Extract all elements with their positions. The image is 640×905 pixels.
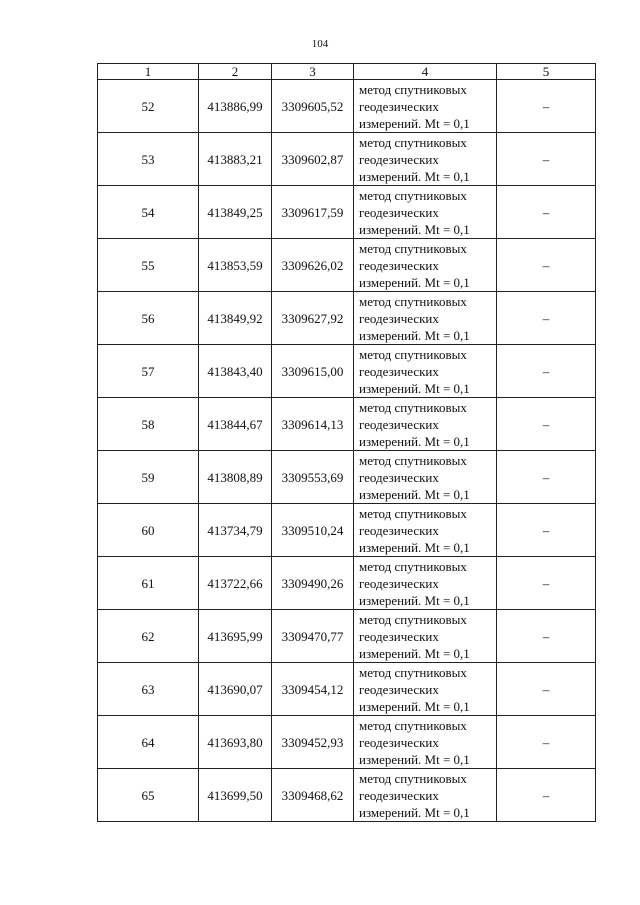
- method-line: геодезических: [359, 469, 439, 485]
- method-cell: [354, 769, 497, 822]
- method-line: метод спутниковых: [359, 452, 467, 468]
- y-coordinate-cell: 3309553,69: [272, 451, 354, 504]
- method-cell: [354, 610, 497, 663]
- x-coordinate-cell: 413699,50: [199, 769, 272, 822]
- method-line: метод спутниковых: [359, 770, 467, 786]
- method-line: метод спутниковых: [359, 134, 467, 150]
- method-cell: [354, 345, 497, 398]
- method-line: метод спутниковых: [359, 346, 467, 362]
- method-line: геодезических: [359, 363, 439, 379]
- y-coordinate-cell: 3309468,62: [272, 769, 354, 822]
- y-coordinate-cell: 3309510,24: [272, 504, 354, 557]
- note-cell: –: [497, 292, 596, 345]
- x-coordinate-cell: 413849,92: [199, 292, 272, 345]
- x-coordinate-cell: 413883,21: [199, 133, 272, 186]
- note-cell: –: [497, 239, 596, 292]
- method-line: геодезических: [359, 681, 439, 697]
- note-cell: –: [497, 663, 596, 716]
- method-line: измерений. Mt = 0,1: [359, 327, 470, 343]
- y-coordinate-cell: 3309626,02: [272, 239, 354, 292]
- method-line: измерений. Mt = 0,1: [359, 274, 470, 290]
- method-line: измерений. Mt = 0,1: [359, 486, 470, 502]
- x-coordinate-cell: 413808,89: [199, 451, 272, 504]
- method-line: геодезических: [359, 204, 439, 220]
- note-cell: –: [497, 345, 596, 398]
- method-line: измерений. Mt = 0,1: [359, 221, 470, 237]
- page-number: 104: [311, 38, 329, 50]
- method-cell: [354, 451, 497, 504]
- method-cell: [354, 186, 497, 239]
- x-coordinate-cell: 413693,80: [199, 716, 272, 769]
- point-number-cell: 58: [98, 398, 199, 451]
- method-line: геодезических: [359, 522, 439, 538]
- table-row: [98, 186, 596, 239]
- point-number-cell: 65: [98, 769, 199, 822]
- method-cell: [354, 239, 497, 292]
- x-coordinate-cell: 413886,99: [199, 80, 272, 133]
- table-row: [98, 716, 596, 769]
- method-line: измерений. Mt = 0,1: [359, 645, 470, 661]
- method-line: измерений. Mt = 0,1: [359, 751, 470, 767]
- note-cell: –: [497, 610, 596, 663]
- method-line: геодезических: [359, 575, 439, 591]
- y-coordinate-cell: 3309615,00: [272, 345, 354, 398]
- method-line: измерений. Mt = 0,1: [359, 539, 470, 555]
- point-number-cell: 63: [98, 663, 199, 716]
- y-coordinate-cell: 3309490,26: [272, 557, 354, 610]
- x-coordinate-cell: 413690,07: [199, 663, 272, 716]
- method-line: геодезических: [359, 416, 439, 432]
- method-line: измерений. Mt = 0,1: [359, 592, 470, 608]
- method-line: метод спутниковых: [359, 505, 467, 521]
- y-coordinate-cell: 3309614,13: [272, 398, 354, 451]
- table-row: [98, 663, 596, 716]
- point-number-cell: 60: [98, 504, 199, 557]
- y-coordinate-cell: 3309605,52: [272, 80, 354, 133]
- method-line: метод спутниковых: [359, 558, 467, 574]
- header-col-1: 1: [98, 64, 199, 80]
- y-coordinate-cell: 3309602,87: [272, 133, 354, 186]
- note-cell: –: [497, 451, 596, 504]
- x-coordinate-cell: 413722,66: [199, 557, 272, 610]
- y-coordinate-cell: 3309470,77: [272, 610, 354, 663]
- x-coordinate-cell: 413849,25: [199, 186, 272, 239]
- point-number-cell: 54: [98, 186, 199, 239]
- point-number-cell: 53: [98, 133, 199, 186]
- method-line: метод спутниковых: [359, 399, 467, 415]
- method-cell: [354, 292, 497, 345]
- note-cell: –: [497, 398, 596, 451]
- point-number-cell: 59: [98, 451, 199, 504]
- x-coordinate-cell: 413734,79: [199, 504, 272, 557]
- method-line: метод спутниковых: [359, 187, 467, 203]
- note-cell: –: [497, 557, 596, 610]
- method-line: метод спутниковых: [359, 664, 467, 680]
- method-line: геодезических: [359, 98, 439, 114]
- header-col-2: 2: [199, 64, 272, 80]
- method-cell: [354, 663, 497, 716]
- method-line: геодезических: [359, 151, 439, 167]
- method-line: измерений. Mt = 0,1: [359, 433, 470, 449]
- table-row: [98, 345, 596, 398]
- method-cell: [354, 557, 497, 610]
- method-line: измерений. Mt = 0,1: [359, 168, 470, 184]
- method-cell: [354, 398, 497, 451]
- table-row: [98, 239, 596, 292]
- point-number-cell: 64: [98, 716, 199, 769]
- y-coordinate-cell: 3309617,59: [272, 186, 354, 239]
- point-number-cell: 62: [98, 610, 199, 663]
- table-row: [98, 451, 596, 504]
- method-line: геодезических: [359, 310, 439, 326]
- point-number-cell: 52: [98, 80, 199, 133]
- method-line: метод спутниковых: [359, 293, 467, 309]
- y-coordinate-cell: 3309627,92: [272, 292, 354, 345]
- coordinates-table: [97, 63, 596, 822]
- note-cell: –: [497, 186, 596, 239]
- method-cell: [354, 504, 497, 557]
- table-row: [98, 769, 596, 822]
- method-line: геодезических: [359, 257, 439, 273]
- table-row: [98, 504, 596, 557]
- method-cell: [354, 716, 497, 769]
- table-row: [98, 398, 596, 451]
- point-number-cell: 55: [98, 239, 199, 292]
- x-coordinate-cell: 413853,59: [199, 239, 272, 292]
- header-col-4: 4: [354, 64, 497, 80]
- x-coordinate-cell: 413844,67: [199, 398, 272, 451]
- method-line: метод спутниковых: [359, 717, 467, 733]
- method-line: измерений. Mt = 0,1: [359, 115, 470, 131]
- method-line: геодезических: [359, 628, 439, 644]
- table-header-row: [98, 64, 596, 80]
- method-cell: [354, 133, 497, 186]
- table-row: [98, 292, 596, 345]
- method-line: геодезических: [359, 734, 439, 750]
- table-row: [98, 133, 596, 186]
- method-line: метод спутниковых: [359, 81, 467, 97]
- x-coordinate-cell: 413843,40: [199, 345, 272, 398]
- header-col-5: 5: [497, 64, 596, 80]
- note-cell: –: [497, 716, 596, 769]
- method-line: геодезических: [359, 787, 439, 803]
- point-number-cell: 61: [98, 557, 199, 610]
- x-coordinate-cell: 413695,99: [199, 610, 272, 663]
- table-row: [98, 80, 596, 133]
- table-row: [98, 557, 596, 610]
- table-row: [98, 610, 596, 663]
- y-coordinate-cell: 3309452,93: [272, 716, 354, 769]
- point-number-cell: 57: [98, 345, 199, 398]
- header-col-3: 3: [272, 64, 354, 80]
- note-cell: –: [497, 769, 596, 822]
- method-line: измерений. Mt = 0,1: [359, 804, 470, 820]
- table-body: [98, 80, 596, 822]
- y-coordinate-cell: 3309454,12: [272, 663, 354, 716]
- method-line: метод спутниковых: [359, 611, 467, 627]
- note-cell: –: [497, 504, 596, 557]
- note-cell: –: [497, 133, 596, 186]
- note-cell: –: [497, 80, 596, 133]
- point-number-cell: 56: [98, 292, 199, 345]
- method-cell: [354, 80, 497, 133]
- method-line: измерений. Mt = 0,1: [359, 380, 470, 396]
- method-line: метод спутниковых: [359, 240, 467, 256]
- method-line: измерений. Mt = 0,1: [359, 698, 470, 714]
